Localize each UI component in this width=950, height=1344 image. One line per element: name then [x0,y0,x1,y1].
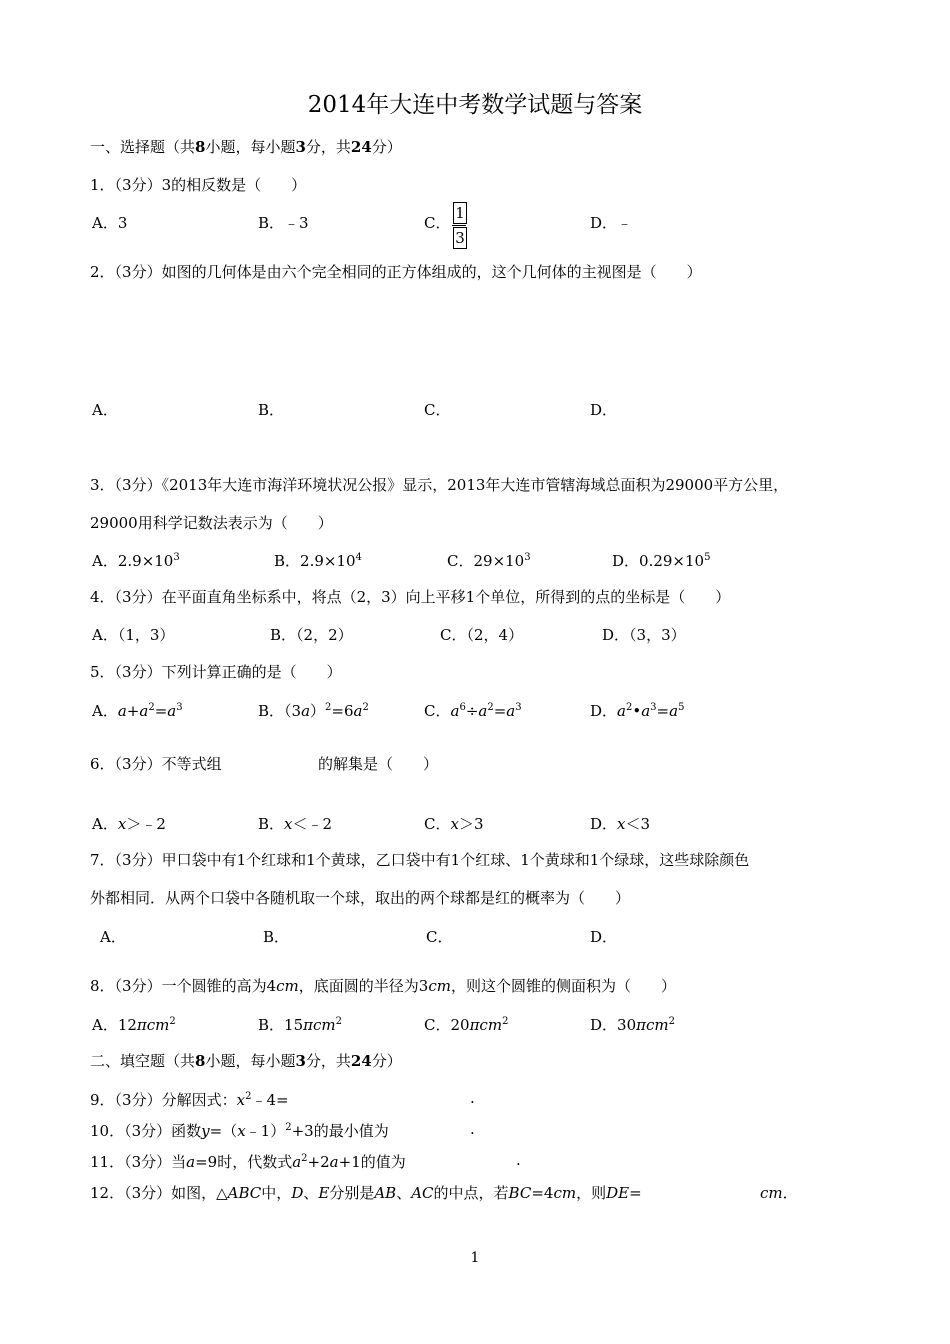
question-7-stem-line1: 7．（3分）甲口袋中有1个红球和1个黄球，乙口袋中有1个红球、1个黄球和1个绿球，这些球除颜色 [90,851,750,869]
question-10-stem: 10．（3分）函数y=（x﹣1）$^2$+3的最小值为 [90,1122,389,1140]
question-11-end: . [516,1151,521,1169]
q4-option-b: B．（2，2） [270,626,353,644]
q3-option-d: D．$0.29\times 10^5$ [612,552,711,570]
section-choice-heading: 一、选择题（共8小题，每小题3分，共24分） [90,138,402,156]
q6-option-d: D．x＜3 [590,815,651,833]
q3-option-b: B．$2.9\times 10^4$ [274,552,362,570]
q7-option-c: C． [426,928,453,946]
section-fill-heading: 二、填空题（共8小题，每小题3分，共24分） [90,1052,402,1070]
q1-option-d: D．﹣ [590,214,633,232]
fraction-numerator: 1 [453,202,467,224]
question-10-end: . [470,1120,475,1138]
question-8-stem: 8．（3分）一个圆锥的高为4cm，底面圆的半径为3cm，则这个圆锥的侧面积为（ ） [90,977,676,995]
q3-option-a: A．$2.9\times 10^3$ [92,552,180,570]
q6-option-a: A．x＞﹣2 [92,815,166,833]
q5-option-b: B．$(3a)^2=6a^2$ [258,702,369,720]
q3-option-c: C．$29\times 10^3$ [447,552,531,570]
question-3-stem-line1: 3．（3分）《2013年大连市海洋环境状况公报》显示，2013年大连市管辖海域总面积为29000平方公里， [90,476,789,494]
q6-option-b: B．x＜﹣2 [258,815,333,833]
question-11-stem: 11．（3分）当a=9时，代数式$a^2+2a+1$的值为 [90,1153,406,1171]
question-12-stem: 12．（3分）如图，△ABC中，D、E分别是AB、AC的中点，若BC=4cm，则DE= [90,1184,642,1202]
question-5-stem: 5．（3分）下列计算正确的是（ ） [90,663,342,681]
fraction-bar [452,225,466,226]
question-4-stem: 4．（3分）在平面直角坐标系中，将点（2，3）向上平移1个单位，所得到的点的坐标是（ ） [90,588,731,606]
q8-option-a: A．12πcm$^2$ [92,1016,176,1034]
q8-option-c: C．20πcm$^2$ [424,1016,509,1034]
fraction-denominator: 3 [453,227,467,249]
page-title: 2014年大连中考数学试题与答案 [307,92,643,118]
q8-option-d: D．30πcm$^2$ [590,1016,675,1034]
q4-option-a: A．（1，3） [92,626,175,644]
q4-option-c: C．（2，4） [440,626,524,644]
q2-option-c: C． [424,401,451,419]
q1-option-b: B．﹣3 [258,214,309,232]
q4-option-d: D．（3，3） [602,626,686,644]
q7-option-a: A． [100,928,126,946]
q7-option-b: B． [263,928,290,946]
page-number: 1 [470,1250,480,1266]
q7-option-d: D． [590,928,618,946]
question-2-stem: 2．（3分）如图的几何体是由六个完全相同的正方体组成的，这个几何体的主视图是（ ） [90,263,702,281]
q1-option-c-fraction [452,202,466,246]
question-7-stem-line2: 外都相同．从两个口袋中各随机取一个球，取出的两个球都是红的概率为（ ） [90,889,631,907]
q6-option-c: C．x＞3 [424,815,484,833]
q2-option-b: B． [258,401,285,419]
q5-option-c: C．$a^6\div a^2=a^3$ [424,702,522,720]
q1-option-c: C． [424,214,451,232]
q5-option-d: D．$a^2•a^3=a^5$ [590,702,685,720]
q2-option-a: A． [92,401,118,419]
question-9-stem: 9．（3分）分解因式：$x^2﹣4=$ [90,1091,289,1109]
question-9-end: . [470,1089,475,1107]
question-3-stem-line2: 29000用科学记数法表示为（ ） [90,514,333,532]
question-12-end: cm． [760,1184,798,1202]
q2-option-d: D． [590,401,618,419]
q8-option-b: B．15πcm$^2$ [258,1016,342,1034]
question-6-stem-b: 的解集是（ ） [318,755,439,773]
question-6-stem-a: 6．（3分）不等式组 [90,755,222,773]
question-1-stem: 1．（3分）3的相反数是（ ） [90,176,307,194]
q5-option-a: A．$a+a^2=a^3$ [92,702,183,720]
q1-option-a: A．3 [92,214,128,232]
